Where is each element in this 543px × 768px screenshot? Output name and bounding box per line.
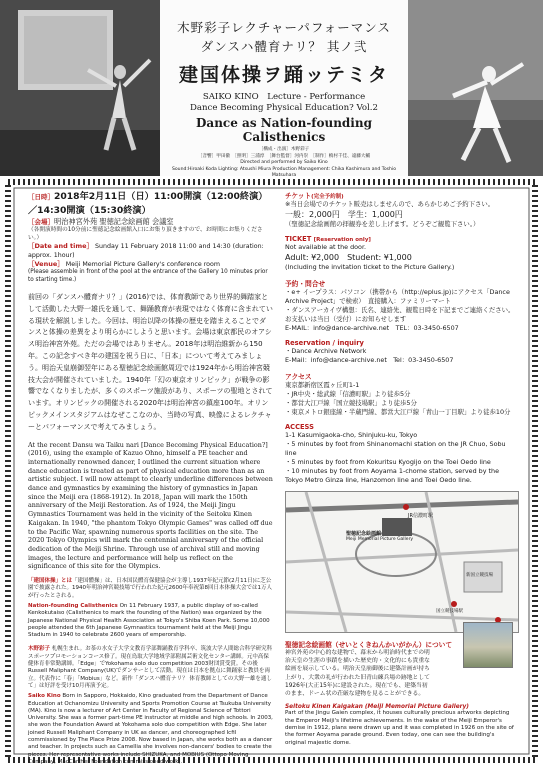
reserve-head-en: Reservation / inquiry: [285, 339, 364, 347]
venue-en-tag: ［Venue］: [28, 260, 64, 268]
left-column: [28, 190, 273, 766]
ticket-price-note-jp: （聖徳記念絵画館の拝観券を差し上げます。どうぞご観覧下さい。）: [285, 220, 480, 228]
ticket-note-jp: ※当日会場でのチケット販売はしませんので、あらかじめご予約下さい。: [285, 200, 495, 208]
venue-jp: 明治神宮外苑 聖徳記念絵画館 会議室: [54, 217, 174, 226]
gallery-text-jp: 神宮外苑の中心的な建物で、幕末から明治時代までの明治天皇の生涯の事蹟を描いた歴史的・文化的にも貴重な絵画を展示している。明治天皇崩御後に建築計画が持ち上がり、大衆の礼が行われた旧青山練兵場の跡地として1926年(大正15年)に建設された。現在でも、建築当初のまま、ドーム状の荘厳な建物を見ることができる。: [285, 650, 430, 698]
bio-text-en: Born in Sapporo, Hokkaido, Kino graduated from the Department of Dance Education at Ochanomizu University and Sports Promotion Course at Tsukuba University (MA). Kino is now a lecturer of Art Center in Faculty of Regional Science of Tottori University. She was a former part-time PE instructor at middle and high schools. In 2003, she won the Foundation Award at Yokohama solo duo competition with Edge. She later joined Russell Maliphant Company in UK as dancer, and choreographed Icfil commissioned by The Place Prize 2008. Now based in Japan, she works both as a dancer and teacher. In projects such as Camellia she involves non-dancers' bodies to create the pieces. Her representative works include SHIZUKA, and MOBIUS (Ottopo Moving Company, MacCarther Foundation commissioned work).: [28, 693, 273, 765]
date-en-tag: ［Date and time］: [28, 242, 94, 250]
ticket-price-en: Adult: ¥2,000 Student: ¥1,000: [285, 253, 412, 262]
map-label-stadium-station: 国立競技場駅: [436, 609, 463, 614]
map-label-station: JR信濃町駅: [408, 513, 433, 519]
access-head-en: ACCESS: [285, 423, 314, 431]
access-line-en: ・5 minutes by foot from Kokuritsu Kyogijo on the Toei Oedo line: [285, 458, 491, 466]
event-date-en: Sunday 11 February 2018 11:00 and 14:30 (duration: approx. 1hour): [28, 243, 264, 259]
venue-note-en: (Please assemble in front of the pool at the entrance of the Gallery 10 minutes prior to starting time.): [28, 269, 268, 283]
title-en-sub: Dance Becoming Physical Education? Vol.2: [189, 103, 378, 113]
bio-en: [28, 693, 273, 766]
event-info: [28, 190, 273, 284]
venue-tag: ［会場］: [28, 218, 54, 226]
credit-line: ［構成・出演］木野彩子: [258, 147, 310, 152]
note-head-en: Nation-founding Calisthenics: [28, 603, 118, 609]
intro-en: At the recent Dansu wa Taiku nari [Dance Becoming Physical Education?] (2016), using the example of Kazuo Ohno, himself a PE teacher and internationally renowned dancer, I outlined the current situation where dance education is treated as part of physical education more than as an artistic subject. I will now attempt to clearly underline differences between dance and gymnastics by examining the history of gymnastics in Japan since the Meiji era (1868-1912). In 2018, Japan will mark the 150th anniversary of the Meiji Restoration. As of 1924, the Meiji Jingu Gymnastics Tournament was held in the vicinity of the Seitoku Kinen Kaigakan. In 1940, "the phantom Tokyo Olympic Games" was called off due to the Pacific War, spawning numerous sports facilities on the site. The 2020 Tokyo Olympics will mark the centennial anniversary of the official dedication of the Meiji Shrine. Through use of archival still and moving images, the lecture and performance will help us reflect on the significance of this site for the Olympics.: [28, 440, 273, 571]
venue-en: Meiji Memorial Picture Gallery's conference room: [65, 261, 220, 268]
map-label-gallery-en: Meiji Memorial Picture Gallery: [346, 537, 414, 542]
credits: [160, 147, 408, 176]
access-head-jp: アクセス: [285, 373, 312, 381]
reserve-contact-en[interactable]: E-Mail：info@dance-archive.net Tel：03-3450-6507: [285, 356, 454, 364]
gallery-building-photo: [463, 622, 513, 668]
ticket-head-jp: [285, 190, 517, 200]
title-panel: [160, 0, 408, 176]
access-address-jp: 東京都新宿区霞ヶ丘町1-1: [285, 381, 360, 389]
hero-banner: [0, 0, 543, 176]
intro-jp: 前回の「ダンスハ體育ナリ？」(2016)では、体育教師であり世界的舞踏家として活動した大野一雄氏を通して、舞踊教育が表現ではなく体育に含まれている現状を解説しました。今回は、明治以降の体操の歴史を踏まえることでダンスと体操の差異をより明らかにしようと思います。会場は東京都民のオアシス明治神宮外苑。ただの会場ではありません。2018年は明治維新から150年。この記念すべき年の建国を祝う日に、「日本」について考えてみましょう。明治天皇崩御翌年にある聖徳記念絵画館周辺では1924年から明治神宮競技大会が開催されていました。1940年「幻の東京オリンピック」が戦争の影響でなくなりましたが、多くのスポーツ施設があり、スポーツの聖地とされています。オリンピックの開催される2020年は明治神宮の鎮座100年。オリンピックメインスタジアムはなぜここなのか、当時の写真、映像によるレクチャーとパフォーマンスで考えてみましょう。: [28, 293, 273, 431]
credit-line: Sound:Hiroaki Koda Lighting: Atsushi Miura Production Management: Chika Kashimura and Toshio Matsuhara: [171, 166, 397, 176]
reserve-line: ・ダンスアーカイヴ構想：氏名、連絡先、観覧日時を下記までご連絡ください。お支払いは当日（受付）にお知らせします: [285, 306, 515, 323]
bio-head-en: Saiko Kino: [28, 693, 61, 700]
note-head-jp: 「建国体操」とは: [28, 578, 73, 585]
note-text-en: On 11 February 1937, a public display of so-called Kenkokutaiso (Calisthenics to mark the founding of the Nation) was organized by the Japanese National Physical Health Association at Tokyo's Shiba Koen Park. Some 10,000 people attended the 6th Japanese Gymnastics tournament held at the Meiji Jingu Stadium in 1940 to celebrate 2600 years of emperorship.: [28, 603, 270, 639]
access-line-jp: ・東京メトロ銀座線・半蔵門線、都営大江戸線「青山一丁目駅」より徒歩10分: [285, 408, 511, 416]
calisthenics-note: [28, 578, 273, 600]
ticket-title-note-en: [Reservation only]: [313, 237, 371, 243]
event-date-jp: 2018年2月11日（日）11:00開演（12:00終演）／14:30開演（15:30終演）: [28, 191, 268, 216]
map-label-stadium: 新国立競技場: [466, 573, 493, 578]
calisthenics-note-en: [28, 603, 273, 639]
subtitle-jp-line1: 木野彩子レクチャーパフォーマンス: [177, 20, 391, 35]
reserve-contact-jp[interactable]: E-MAIL：info@dance-archive.net TEL：03-3450-6507: [285, 324, 459, 332]
title-en-main: Dance as Nation-founding Calisthenics: [196, 116, 372, 144]
main-title-jp: 建国体操ヲ踊ッテミタ: [178, 64, 389, 86]
performance-photo-left: [0, 0, 165, 176]
note-text-jp: 「建国體操」は、日本国民體育保健協会が主導し1937年紀元節(2月11日)に芝公園で披露された。1940年明治神宮競技場で行われた紀元2600年奉祝第8回日本体操大会では1万人が行ったとされる。: [28, 578, 272, 599]
performance-photo-right: [393, 0, 543, 176]
title-en-name: SAIKO KINO Lecture - Performance: [202, 92, 366, 102]
map-drawing: [286, 492, 518, 632]
venue-note-jp: （各開演時間の10分前に聖徳記念絵画館入口にお集り頂きますので、お時間にお集りください。）: [28, 227, 263, 241]
gallery-head-jp: 聖徳記念絵画館（せいとくきねんかいがかん）について: [285, 641, 453, 649]
gallery-head-en: Seitoku Kinen Kaigakan (Meiji Memorial Picture Gallery): [285, 704, 469, 711]
access-address-en: 1-1 Kasumigaoka-cho, Shinjuku-ku, Tokyo: [285, 431, 418, 439]
reserve-head-jp: 予約・問合せ: [285, 280, 326, 288]
reserve-line: ・e+ イープラス：パソコン（携帯から（http://eplus.jp)にアクセス「Dance Archive Project」で検索） 直接購入：ファミリーマート: [285, 288, 510, 305]
bio-jp: [28, 646, 273, 690]
ticket-title-jp: チケット: [285, 192, 312, 200]
access-line-en: ・5 minutes by foot from Shinanomachi station on the JR Chuo, Sobu line: [285, 440, 506, 457]
bio-text-jp: 札幌生まれ。お茶の水女子大学文教育学部舞踊教育学科卒、筑波大学人間総合科学研究科スポーツプロモーションコース修了。現在鳥取大学地域学部附属芸術文化センター講師。元中高保健体育非常勤講師。「Edge」でYokohama solo duo competition 2003財団賞受賞。その後Russell Maliphant Company(UK)でダンサーとして活動。現在は日本を拠点に舞踊家と教員を両立。代表作に「春」「Mobius」など。新作「ダンスハ體育ナリ？ 体育教師としての大野一雄を通して」は好評を受け10月再演予定。: [28, 646, 273, 689]
ticket-note-en: Not available at the door.: [285, 243, 367, 251]
ticket-head-en: [285, 235, 517, 243]
credit-line: Directed and performed by Saiko Kino: [240, 160, 328, 165]
credit-line: ［音響］甲田徹 ［照明］三浦淳 ［舞台監督］河内崇 ［制作］槙村千佳、遠藤大輔: [197, 153, 371, 159]
access-map: [285, 491, 519, 633]
gallery-text-en: Part of the Jingu Gaien complex, it houses culturally precious artworks depicting the Emperor Meiji's lifetime achievements. In the wake of the Meiji Emperor's demise in 1912, plans were drawn up and it was completed in 1926 on the site of the former Aoyama parade ground. Even today, one can see the building's original majestic dome.: [285, 710, 514, 746]
access-line-jp: ・都営大江戸線「国立競技場駅」より徒歩5分: [285, 399, 417, 407]
ticket-title-en: TICKET: [285, 235, 312, 243]
date-tag: ［日時］: [28, 193, 54, 201]
ticket-title-note-jp: (完全予約制): [311, 194, 344, 200]
ticket-price-jp: 一般：2,000円 学生：1,000円: [285, 210, 403, 219]
subtitle-jp-line2: ダンスハ體育ナリ？ 其ノ弐: [200, 39, 368, 54]
access-line-en: ・10 minutes by foot from Aoyama 1-chome station, served by the Tokyo Metro Ginza line, Hanzomon line and Toei Oedo line.: [285, 467, 500, 484]
bio-head-jp: 木野彩子: [28, 646, 51, 653]
reserve-line-en: ・Dance Archive Network: [285, 347, 367, 355]
access-line-jp: ・JR中央・総武線「信濃町駅」より徒歩5分: [285, 390, 411, 398]
ticket-price-note-en: (Including the invitation ticket to the Picture Gallery.): [285, 263, 455, 271]
map-label-gallery: 聖徳記念絵画館: [346, 531, 382, 537]
